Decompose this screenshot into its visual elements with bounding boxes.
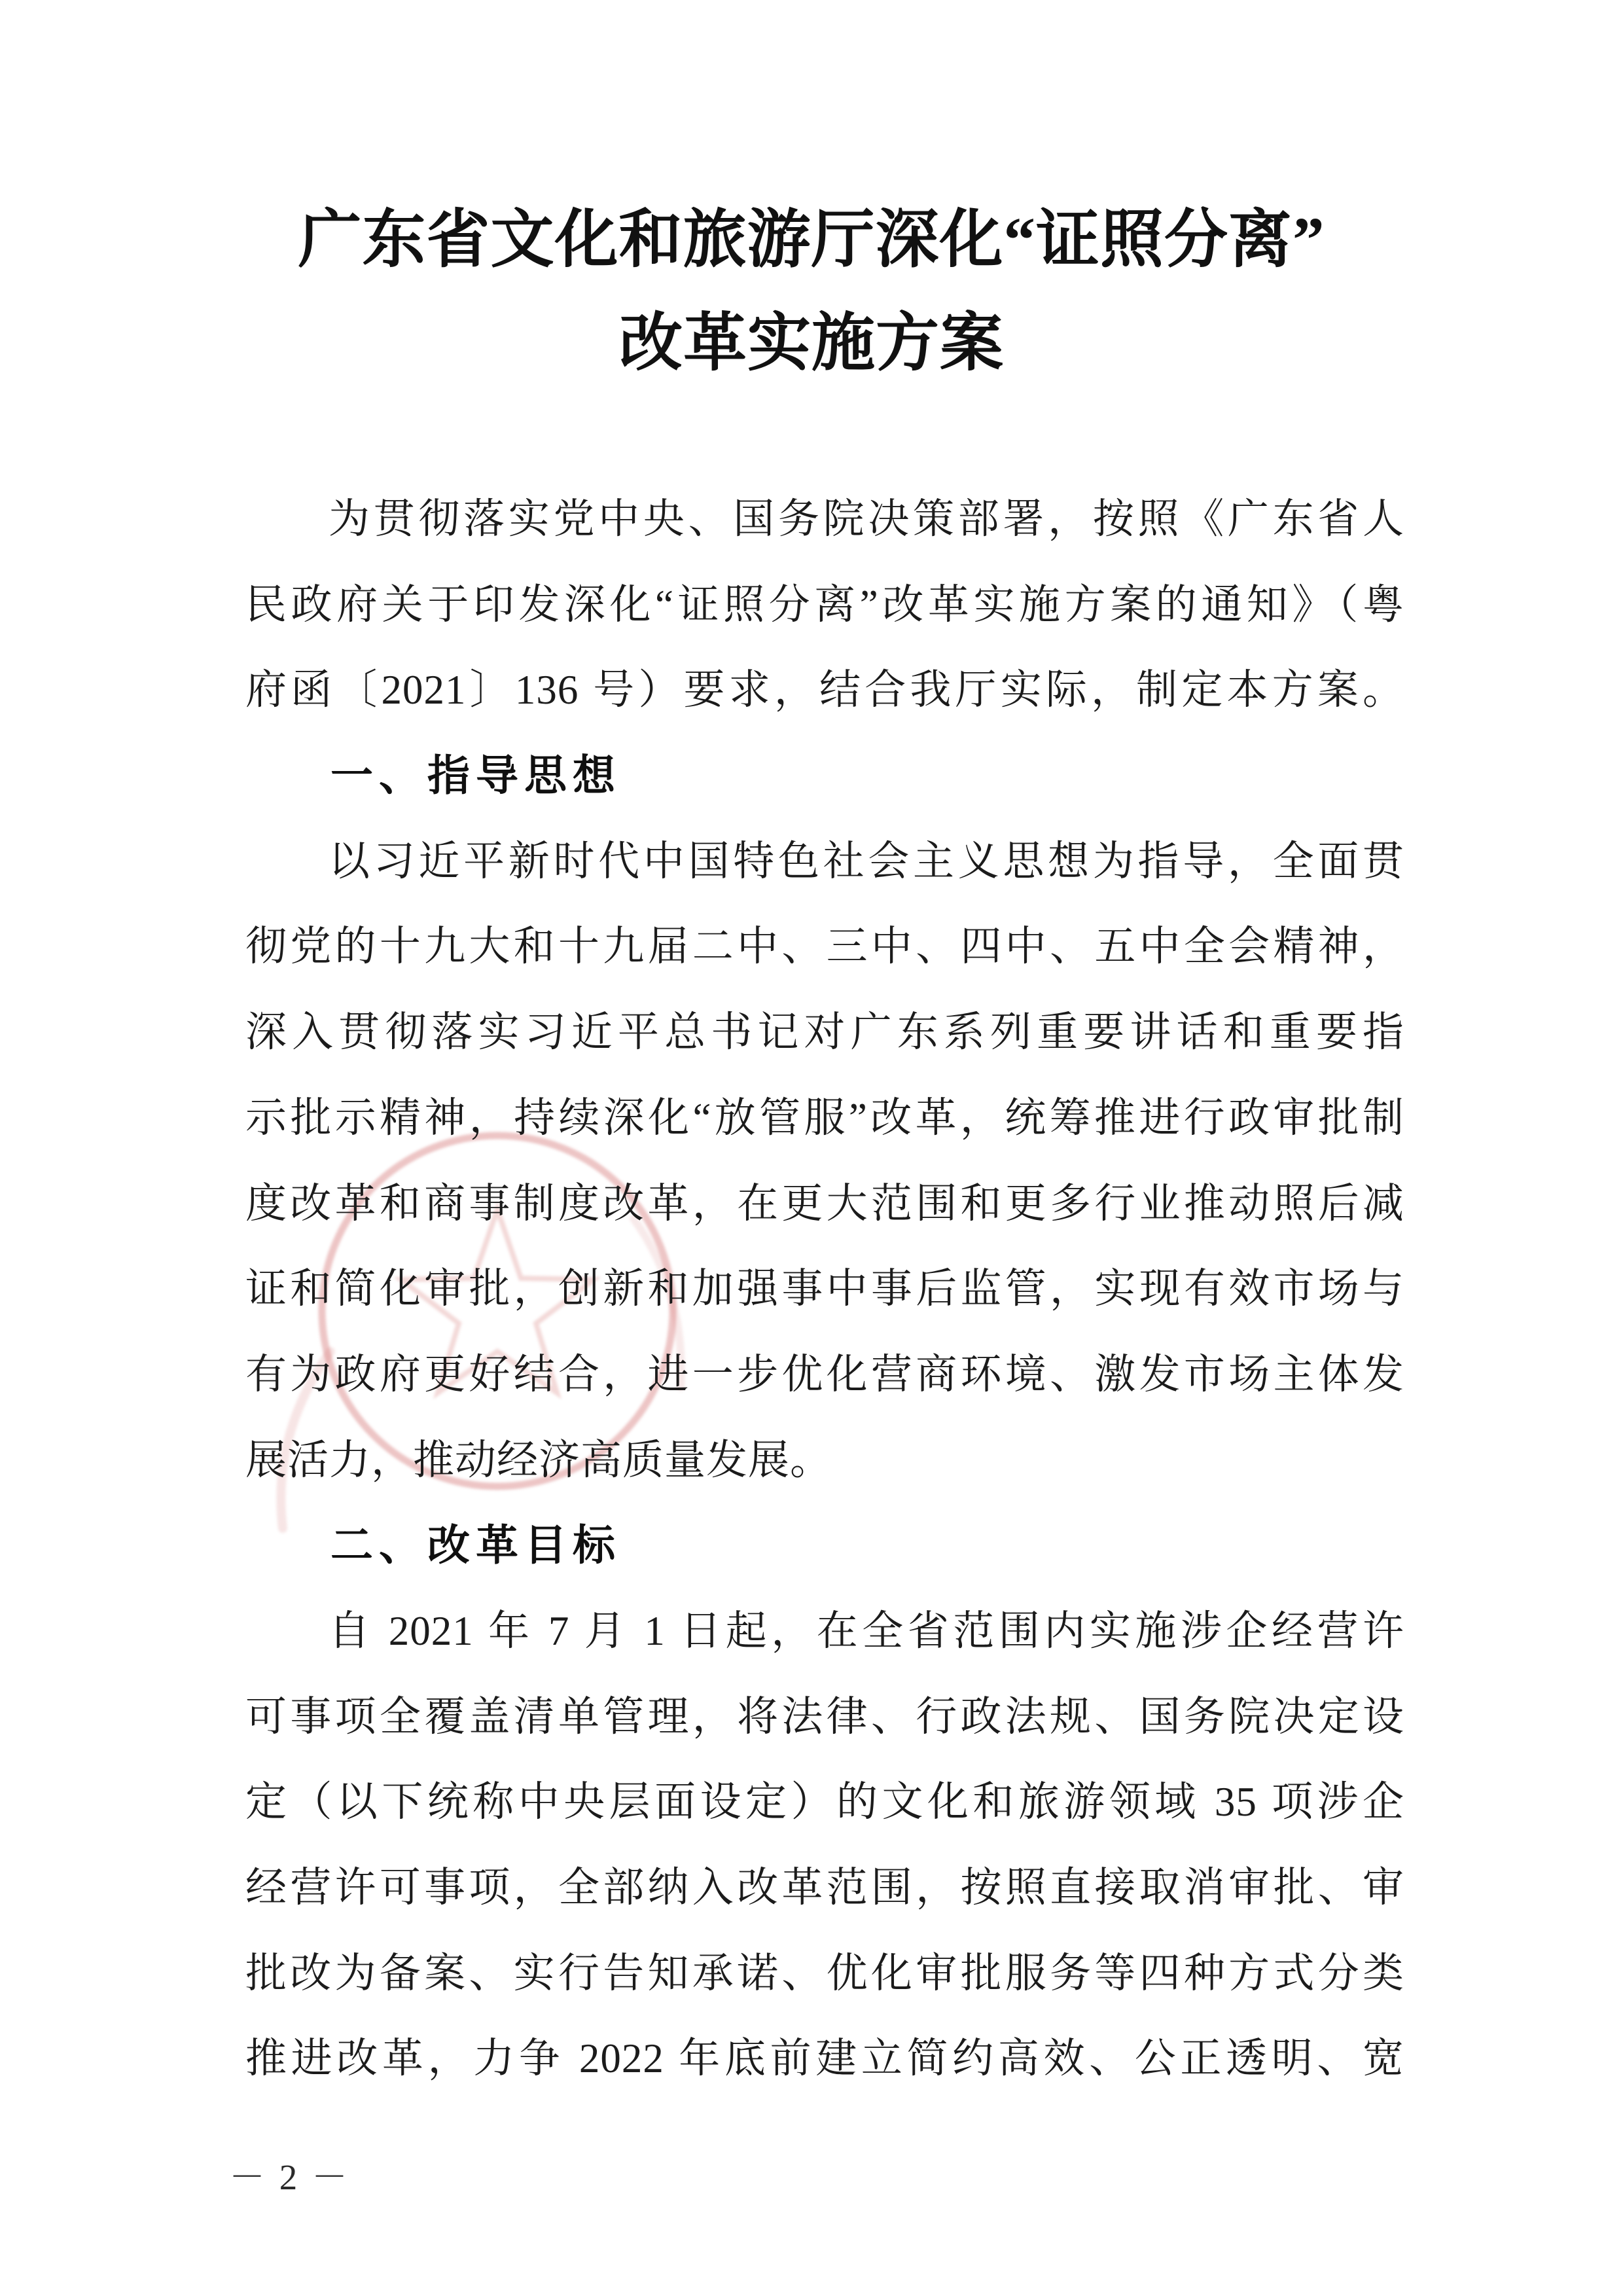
body-line: 经营许可事项，全部纳入改革范围，按照直接取消审批、审 [245,1865,1404,1910]
section-heading-2: 二、改革目标 [330,1521,622,1570]
body-line: 府函〔2021〕136 号）要求，结合我厅实际，制定本方案。 [245,667,1404,713]
body-line: 批改为备案、实行告知承诺、优化审批服务等四种方式分类 [245,1950,1404,1996]
body-line: 展活力，推动经济高质量发展。 [245,1437,832,1483]
body-line: 可事项全覆盖清单管理，将法律、行政法规、国务院决定设 [245,1693,1404,1740]
page-number: － 2 － [229,2157,351,2197]
body-line: 自 2021 年 7 月 1 日起，在全省范围内实施涉企经营许 [329,1607,1404,1654]
document-title-line-1: 广东省文化和旅游厅深化“证照分离” [298,205,1325,275]
body-line: 定（以下统称中央层面设定）的文化和旅游领域 35 项涉企 [245,1779,1404,1825]
document-title [0,188,1623,395]
body-line: 彻党的十九大和十九届二中、三中、四中、五中全会精神， [245,924,1404,970]
body-line: 度改革和商事制度改革，在更大范围和更多行业推动照后减 [245,1180,1404,1227]
body-line: 为贯彻落实党中央、国务院决策部署，按照《广东省人 [329,496,1404,542]
body-line: 深入贯彻落实习近平总书记对广东系列重要讲话和重要指 [245,1009,1404,1056]
section-heading-1: 一、指导思想 [330,751,622,800]
body-line: 有为政府更好结合，进一步优化营商环境、激发市场主体发 [245,1351,1404,1397]
body-line: 推进改革，力争 2022 年底前建立简约高效、公正透明、宽 [245,2036,1404,2082]
body-line: 证和简化审批，创新和加强事中事后监管，实现有效市场与 [245,1266,1404,1312]
document-body [245,476,1404,2102]
body-line: 民政府关于印发深化“证照分离”改革实施方案的通知》（粤 [245,581,1404,628]
body-line: 示批示精神，持续深化“放管服”改革，统筹推进行政审批制 [245,1094,1404,1141]
document-title-line-2: 改革实施方案 [619,308,1004,378]
body-line: 以习近平新时代中国特色社会主义思想为指导，全面贯 [329,838,1404,884]
